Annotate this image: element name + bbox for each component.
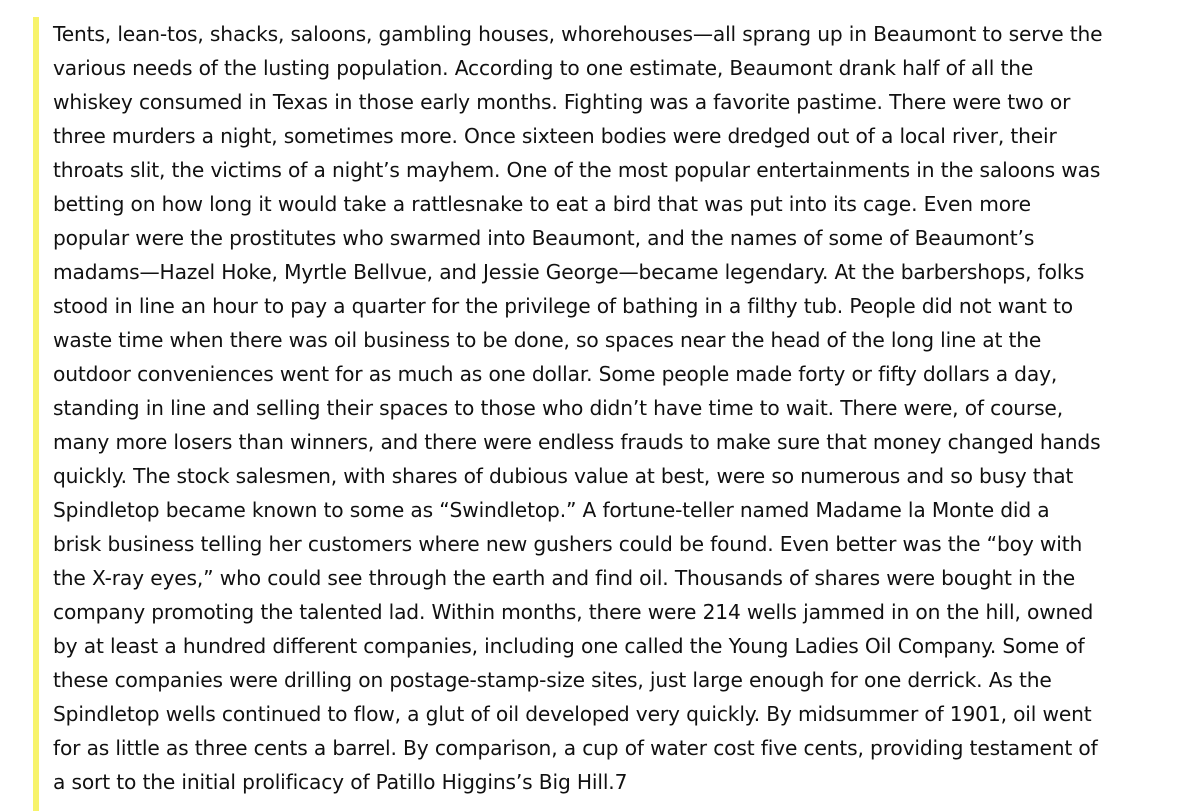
passage-line: brisk business telling her customers where new gushers could be found. Even better was the “boy with (53, 532, 1083, 556)
passage-line: Tents, lean-tos, shacks, saloons, gambling houses, whorehouses—all sprang up in Beaumont to serve the (53, 22, 1103, 46)
passage-line: the X-ray eyes,” who could see through the earth and find oil. Thousands of shares were bought in the (53, 566, 1076, 590)
passage-line: waste time when there was oil business to be done, so spaces near the head of the long line at the (53, 328, 1042, 352)
passage-line: three murders a night, sometimes more. Once sixteen bodies were dredged out of a local river, their (53, 124, 1057, 148)
passage-line: stood in line an hour to pay a quarter for the privilege of bathing in a filthy tub. People did not want to (53, 294, 1073, 318)
passage-line: for as little as three cents a barrel. By comparison, a cup of water cost five cents, providing testament of (53, 736, 1098, 760)
passage-line: these companies were drilling on postage-stamp-size sites, just large enough for one derrick. As the (53, 668, 1052, 692)
passage-line: madams—Hazel Hoke, Myrtle Bellvue, and Jessie George—became legendary. At the barbershops, folks (53, 260, 1085, 284)
passage-line: Spindletop wells continued to flow, a glut of oil developed very quickly. By midsummer of 1901, oil went (53, 702, 1092, 726)
passage-line: standing in line and selling their spaces to those who didn’t have time to wait. There were, of course, (53, 396, 1063, 420)
passage-line: Spindletop became known to some as “Swindletop.” A fortune-teller named Madame la Monte did a (53, 498, 1050, 522)
highlighted-passage (33, 17, 1183, 811)
passage-line: betting on how long it would take a rattlesnake to eat a bird that was put into its cage. Even more (53, 192, 1031, 216)
passage-line: quickly. The stock salesmen, with shares of dubious value at best, were so numerous and so busy that (53, 464, 1074, 488)
passage-line: company promoting the talented lad. Within months, there were 214 wells jammed in on the hill, owned (53, 600, 1094, 624)
passage-line: throats slit, the victims of a night’s mayhem. One of the most popular entertainments in the saloons was (53, 158, 1101, 182)
passage-line: by at least a hundred different companies, including one called the Young Ladies Oil Company. Some of (53, 634, 1085, 658)
passage-line: whiskey consumed in Texas in those early months. Fighting was a favorite pastime. There were two or (53, 90, 1071, 114)
passage-line: outdoor conveniences went for as much as one dollar. Some people made forty or fifty dollars a day, (53, 362, 1058, 386)
passage-line: various needs of the lusting population. According to one estimate, Beaumont drank half of all the (53, 56, 1034, 80)
passage-line: popular were the prostitutes who swarmed into Beaumont, and the names of some of Beaumont’s (53, 226, 1035, 250)
passage-line: a sort to the initial prolificacy of Patillo Higgins’s Big Hill.7 (53, 770, 628, 794)
passage-line: many more losers than winners, and there were endless frauds to make sure that money changed hands (53, 430, 1101, 454)
passage-text (53, 17, 1183, 799)
